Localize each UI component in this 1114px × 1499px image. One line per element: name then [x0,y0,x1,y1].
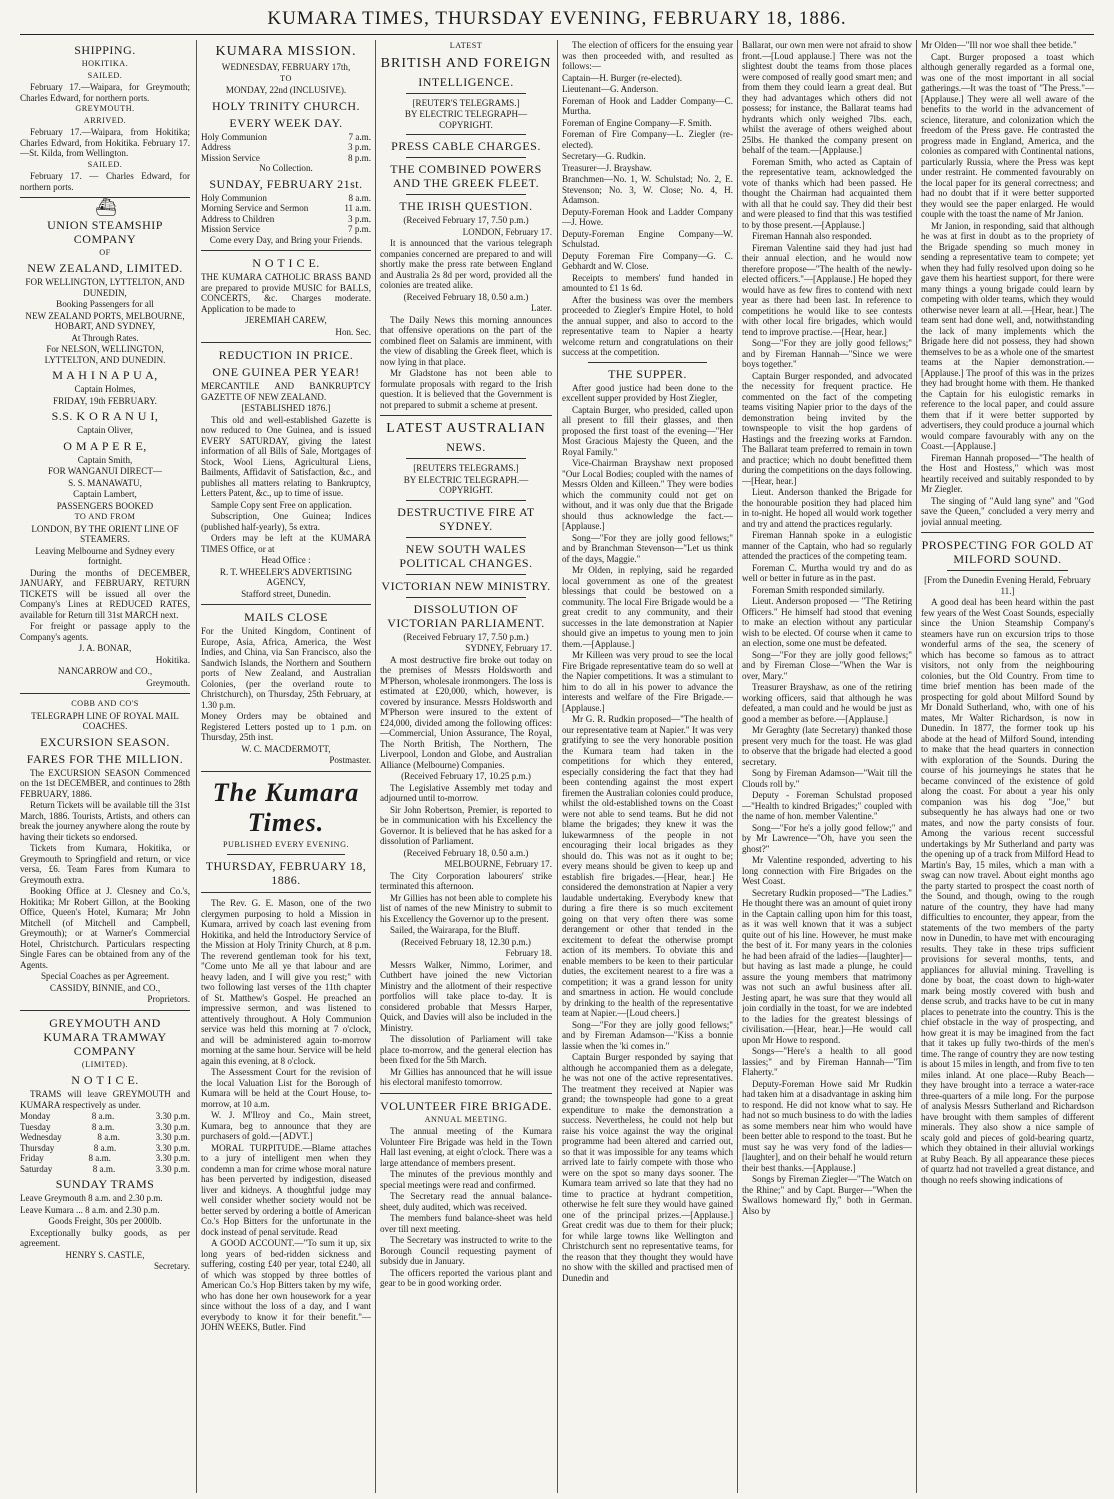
time: 8 a.m. [348,192,371,203]
column-rule [375,40,376,1493]
text: Special Coaches as per Agreement. [40,971,170,981]
time: 8 a.m. [91,1121,115,1132]
service-row [201,142,371,153]
officer: Foreman of Hook and Ladder Company—C. Murtha. [562,95,733,116]
heading-latest-australian: LATEST AUSTRALIAN [386,421,546,436]
separator [406,574,526,575]
heading-volunteer: VOLUNTEER FIRE BRIGADE. [380,1098,552,1113]
paragraph: Secretary Rudkin proposed—"The Ladies." He thought there was an amount of quiet irony in the Captain calling upon him for this toast, as it was well known that it was a subject quite out of his line. However, he must make the best of it. For many years in the colonies he had been afraid of the ladies—[laughter]—but having as last made a plunge, he could assure the young members that matrimony was not such an awful business after all. Jesting apart, he was sure that they would all join cordially in the toast, for we are indebted to the ladies for the greatest blessings of civilisation.—[Hear, hear.]—He would call upon Mr Howe to respond. [742,887,912,1045]
paragraph: Mr Janion, in responding, said that although he was at first in doubt as to the propriety of the Brigade spending so much money in sending a representative team to compete; yet when they had fully resolved upon doing so he gave them his heartiest support, for there were many things a young brigade could learn by competing with older teams, which they would otherwise never learn at all.—[Hear, hear.] The team sent had done well, and, notwithstanding the lack of many implements which the Brigade here did not possess, they had shown themselves to be as a whole one of the smartest teams at the Napier demonstration.—[Applause.] The proof of this was in the prizes they had brought home with them. He thanked the Captain for his eulogistic remarks in reference to the local paper, and could assure them that if it were better supported by advertisers, they could produce a journal which would compare favourably with any on the Coast.—[Applause.] [921,220,1094,451]
heading-shipping: SHIPPING. [74,43,136,57]
timetable-row [20,1111,190,1122]
heading-mission: KUMARA MISSION. [215,44,357,59]
paragraph: Deputy - Foreman Schulstad proposed—"Health to kindred Brigades;" coupled with the name of hon. member Valentine." [742,790,912,821]
service-row [201,193,371,204]
heading-tramway: GREYMOUTH AND KUMARA TRAMWAY COMPANY [43,1015,167,1058]
paragraph: Sample Copy sent Free on application. [211,499,352,510]
paragraph: THE KUMARA CATHOLIC BRASS BAND are prepared to provide MUSIC for BALLS, CONCERTS, &c. Charges moderate. Application to be made to [201,272,371,314]
paragraph: Song by Fireman Adamson—"Wait till the Clouds roll by." [742,768,912,789]
text: R. T. WHEELER'S ADVERTISING AGENCY, [219,566,353,587]
steamship-icon: ⛴ [95,198,115,217]
text: Leaving Melbourne and Sydney every fortnight. [35,545,175,566]
source-line: [From the Dunedin Evening Herald, February 11.] [924,575,1091,596]
paragraph: Tickets from Kumara, Hokitika, or Greymouth to Springfield and return, or vice versa, £6. Team Fares from Kumara to Greymouth extra. [20,843,190,885]
paragraph: Return Tickets will be available till the 31st March, 1886. Tourists, Artists, and others can break the journey anywhere along the route by having their tickets so endorsed. [20,800,190,842]
paragraph: Mr Valentine responded, adverting to his long connection with Fire Brigades on the West Coast. [742,855,912,886]
paragraph: After the business was over the members proceeded to Ziegler's Empire Hotel, to hold the annual supper, and also to accord to the representative team to Napier a hearty welcome return and congratulations on their success at the competition. [562,294,733,357]
text: PASSENGERS BOOKED [56,500,154,511]
separator [406,500,526,501]
text: Captain Smith, [77,454,133,465]
separator [201,250,371,251]
paragraph: The election of officers for the ensuing year was then proceeded with, and resulted as follows:— [562,40,733,71]
text: At Through Rates. [71,332,139,343]
paragraph: For the United Kingdom, Continent of Europe, Asia, Africa, America, the West Indies, and China, via San Francisco, also the Sandwich Islands, the Northern and Southern ports of New Zealand, and Australian Colonies, (per the overland route to Christchurch), on Thursday, 25th February, at 1.30 p.m. [201,626,371,710]
text: Captain Lambert, [73,489,137,499]
paragraph: Song—"For he's a jolly good fellow;" and by Mr Lawrence—"Oh, have you seen the ghost?" [742,822,912,854]
paragraph: Vice-Chairman Brayshaw next proposed "Our Local Bodies; coupled with the names of Messrs Olden and Killeen." They were bodies which the community could not get on without, and it was only due that the Brigade should thus acknowledge the fact.—[Applause.] [562,458,733,531]
text: CASSIDY, BINNIE, and CO., [49,982,161,993]
day: Friday [20,1153,44,1163]
heading-press-cable: PRESS CABLE CHARGES. [391,139,541,153]
time: 3.30 p.m. [155,1163,190,1174]
heading-notice: N O T I C E. [71,1073,139,1087]
text: TO AND FROM [74,512,136,521]
text: PUBLISHED EVERY EVENING. [222,839,350,849]
paragraph: Subscription, One Guinea; Indices (published half-yearly), 5s extra. [201,511,371,532]
paragraph: Lieut. Anderson proposed — "The Retiring Officers." He himself had stood that evening to make an election without any particular wish to be elected. Of course when it came to an election, some one must be defeated. [742,596,912,648]
agent-town: Hokitika. [155,654,190,665]
paragraph: Messrs Walker, Nimmo, Lorimer, and Cuthbert have joined the new Victorian Ministry and the allotment of their respective portfolios will take place to-day. It is considered probable that Messrs Harper, Quick, and Davies will also be included in the Ministry. [380,959,552,1033]
separator [201,892,371,893]
text: Goods Freight, 30s per 2000lb. [48,1216,162,1226]
text: FOR WANGANUI DIRECT— [47,466,162,476]
heading-church: HOLY TRINITY CHURCH. [211,98,361,113]
service-row [201,214,371,225]
paragraph: Treasurer Brayshaw, as one of the retiring working officers, said that although he was defeated, a man could and he would be just as good a member as before.—[Applause.] [742,682,912,724]
text: Captain Oliver, [77,425,133,435]
heading-sunday-trams: SUNDAY TRAMS [55,1177,155,1191]
text: Head Office : [261,555,311,565]
day: Wednesday [20,1132,62,1142]
officer: Deputy Foreman Fire Company—G. C. Gebhardt and W. Close. [562,250,733,271]
paragraph: The Secretary was instructed to write to the Borough Council requesting payment of subsidy due in January. [380,1235,552,1266]
time: 8 a.m. [92,1163,116,1174]
text: JEREMIAH CAREW, [245,315,327,325]
paragraph: The singing of "Auld lang syne" and "God save the Queen," concluded a very merry and jovial annual meeting. [921,495,1094,527]
time: 8 a.m. [88,1153,111,1163]
received: (Received February 17, 10.25 p.m.) [401,771,531,781]
heading-mercantile: MERCANTILE AND BANKRUPTCY GAZETTE OF NEW ZEALAND. [201,381,371,402]
heading-nsw: NEW SOUTH WALES POLITICAL CHANGES. [399,541,533,570]
text: [ESTABLISHED 1876.] [241,403,331,413]
paragraph: Song—"For they are jolly good fellows;" and by Fireman Adamson—"Kiss a bonnie lassie when the 'ki comes in." [562,1019,733,1051]
day: Monday [20,1111,51,1121]
text: BY ELECTRIC TELEGRAPH.—COPYRIGHT. [403,474,529,495]
paragraph: For freight or passage apply to the Company's agents. [20,621,190,642]
text: FRIDAY, 19th FEBRUARY. [53,395,157,406]
paragraph: Sailed, the Wairarapa, for the Bluff. [390,925,520,935]
column-mission [201,40,371,1499]
service: Address to Children [201,213,275,224]
paragraph: Mr Olden, in replying, said he regarded local government as one of the greatest blessings that could be bestowed on a community. The local Fire Brigade would be a great credit to any community, and their successes in the late demonstration at Napier should give an impetus to young men to join them.—[Applause.] [562,565,733,649]
paragraph: Songs—"Here's a health to all good lassies;" and by Fireman Hannah—"Tim Flaherty." [742,1046,912,1077]
paragraph: MORAL TURPITUDE.—Blame attaches to a jury of intelligent men when they condemn a man for crime whose moral nature has been perverted by indigestion, diseased liver and kidneys. A thoughtful judge may well consider whether society would not be better served by ordering a bottle of American Co.'s Hop Bitters for the unfortunate in the dock instead of penal servitude. Read [201,1142,371,1237]
text: LONDON, BY THE ORIENT LINE OF STEAMERS. [31,523,179,544]
ship-name: S.S. K O R A N U I, [51,409,159,423]
text: Proprietors. [147,994,190,1004]
paragraph: A good deal has been heard within the past few years of the West Coast Sounds, especially since the Union Steamship Company's steamers have run on excursion trips to those wonderful arms of the sea, the scenery of which has become so famous as to attract visitors, not only from the neighbouring colonies, but the Old Country. From time to time brief mention has been made of the prospecting for gold about Milford Sound by Mr Donald Sutherland, who, with one of his mates, Mr Walter Richardson, is now in Dunedin. In 1877, the former took up his abode at the head of Milford Sound, intending to make that the head quarters in connection with exploration of the Sounds. During the course of his journeyings he states that he became convinced of the existence of gold along the coast. For about a year his only companion was his dog "Joe," but subsequently he has always had one or two mates, and now the party consists of four. Among the various recent successful undertakings by Mr Sutherland and party was the opening up of a track from Milford Head to Martin's Bay, 15 miles, which a man with a swag can now travel. About eight months ago the party started to prospect the coast north of the Sound, and though, owing to the rough nature of the country, they have had many difficulties to encounter, they appear, from the statements of the two members of the party now in Dunedin, to have met with encouraging results. They take in these trips sufficient provisions for several months, tents, and appliances for alluvial mining. Travelling is done by boat, the coast down to high-water mark being mostly covered with bush and dense scrub, and tracks have to be cut in many places to penetrate into the country. This is the chief obstacle in the way of prospecting, and how great it is may be imagined from the fact that it takes up fully two-thirds of the men's time. The range of country they are now testing is about 15 miles in length, and from five to ten miles inland. At one place—Ruby Beach—they have brought into a terrace a water-race three-quarters of a mile long. For the purpose of analysis Messrs Sutherland and Richardson have brought with them samples of different minerals. They also show a nice sample of scaly gold and pieces of gold-bearing quartz, which they obtained in their alluvial workings at Ruby Beach. By all appearance these pieces of quartz had not travelled a great distance, and though no reefs showing indications of [921,597,1094,1185]
masthead-rule [20,34,1094,35]
text: OF [99,247,111,257]
paragraph: The Legislative Assembly met today and adjourned until to-morrow. [380,782,552,803]
paragraph: Foreman Smith responded similarly. [752,584,885,595]
separator [201,771,371,772]
text: COBB AND CO'S [71,699,139,708]
ship-name: M A H I N A P U A, [52,368,158,382]
time: 3 p.m. [348,213,371,224]
heading-prospecting: PROSPECTING FOR GOLD AT MILFORD SOUND. [921,538,1094,566]
paragraph: TRAMS will leave GREYMOUTH and KUMARA respectively as under. [20,1089,190,1110]
heading-dissolution: DISSOLUTION OF VICTORIAN PARLIAMENT. [387,601,545,630]
heading-irish: THE IRISH QUESTION. [399,199,533,213]
separator [20,1010,190,1011]
text: Exceptionally bulky goods, as per agreement. [20,1227,190,1248]
separator [201,604,371,605]
paragraph: After good justice had been done to the excellent supper provided by Host Ziegler, [562,382,733,403]
separator [588,362,707,363]
timetable-row [20,1143,190,1154]
time: 7 p.m. [348,224,371,234]
heading-combined: THE COMBINED POWERS AND THE GREEK FLEET. [390,162,542,190]
time: 3.30 p.m. [155,1132,190,1142]
time: 7 a.m. [348,131,371,142]
service: Mission Service [201,224,260,234]
text: FOR WELLINGTON, LYTTELTON, AND DUNEDIN, [25,277,185,298]
service-row [201,224,371,235]
heading-mails: MAILS CLOSE [244,610,328,624]
paragraph: Foreman C. Murtha would try and do as well or better in future as in the past. [742,562,912,583]
text: TO [280,73,292,83]
paragraph: Song—"For they are jolly good fellows;" and by Branchman Stevenson—"Let us think of the days, Maggie." [562,532,733,564]
time: 3.30 p.m. [155,1121,190,1132]
paragraph: Captain Burger responded, and advocated the necessity for frequent practice. He commented on the fact of the competing teams visiting Napier prior to the days of the demonstration being invited by the townspeople to visit the hop gardens of Hastings and the freezing works at Farndon. The Ballarat team preferred to remain in town and practice; which no doubt benefitted them during the competitions on the days following.—[Hear, hear.] [742,370,912,486]
separator [406,93,526,94]
officer: Treasurer—J. Brayshaw. [562,162,652,173]
paragraph: Captain Burger responded by saying that although he accompanied them as a delegate, he was not one of the active representatives. The treatment they received at Napier was grand; the townspeople had gone to a great expenditure to make the demonstration a success. Nevertheless, he could not help but raise his voice against the way the original programme had been altered and carried out, so that it was impossible for any teams which arrived late to fairly compete with those who were on the spot so many days sooner. The Kumara team arrived so late that they had no time to practice at hydrant competition, otherwise he felt sure they would have gained one of the principal prizes.—[Applause.] Great credit was due to them for their pluck; for while large towns like Wellington and Christchurch sent no representative teams, for the reason that they thought they would have no show with the skilled and practised men of Dunedin and [562,1052,733,1283]
heading-destructive-fire: DESTRUCTIVE FIRE AT SYDNEY. [397,504,535,533]
paragraph: During the months of DECEMBER, JANUARY, and FEBRUARY, RETURN TICKETS will be issued all over the Company's Lines at REDUCED RATES, available for Return till 31st MARCH next. [20,567,190,620]
service-row [201,132,371,143]
officer: Deputy-Foreman Engine Company—W. Schulstad. [562,228,733,249]
time: 3 p.m. [348,142,371,152]
paragraph: W. J. M'Ilroy and Co., Main street, Kumara, beg to announce that they are purchasers of gold.—[ADVT.] [201,1110,371,1141]
agent: J. A. BONAR, [78,643,132,653]
text: Stafford street, Dunedin. [241,588,331,599]
paragraph: Mr Olden—"Ill nor woe shall thee betide." [921,40,1077,50]
text: [REUTER'S TELEGRAMS.] [412,97,520,108]
separator [947,570,1068,571]
text: (LIMITED). [81,1059,129,1069]
text: No Collection. [259,163,313,173]
heading-british-foreign: BRITISH AND FOREIGN [380,55,552,71]
text: Hon. Sec. [335,326,371,337]
heading-victorian: VICTORIAN NEW MINISTRY. [381,578,551,593]
subhead-sunday: SUNDAY, FEBRUARY 21st. [209,176,363,191]
paragraph: Captain Burger, who presided, called upon all present to fill their glasses, and then proposed the first toast of the evening—"Her Most Gracious Majesty the Queen, and the Royal Family." [562,404,733,457]
text: Booking Passengers for all [56,299,154,309]
masthead: KUMARA TIMES, THURSDAY EVENING, FEBRUARY 18, 1886. [267,8,847,29]
paper-title: The Kumara Times. [212,777,360,837]
heading-usc-2: NEW ZEALAND, LIMITED. [27,261,183,275]
paragraph: Mr Killeen was very proud to see the local Fire Brigade representative team do so well at the Napier competitions. It was a stimulant to him to do all in his power to advance the interests and welfare of the Fire Brigade.—[Applause.] [562,650,733,713]
paragraph: The City Corporation labourers' strike terminated this afternoon. [380,870,552,891]
dateline: SYDNEY, February 17. [465,643,552,653]
heading-supper: THE SUPPER. [608,366,687,381]
paragraph: February 17.—Waipara, from Hokitika; Charles Edward, from Hokitika. February 17.—St. Kilda, from Wellington. [20,127,190,158]
paragraph: The EXCURSION SEASON Commenced on the 1st DECEMBER, and continues to 28th FEBRUARY, 1886. [20,767,190,799]
paragraph: Booking Office at J. Clesney and Co.'s, Hokitika; Mr Robert Gillon, at the Booking Office, Queen's Hotel, Kumara; Mr John Mitchell (of Mitchell and Campbell, Greymouth); or at Warner's Commercial Hotel, Christchurch. Particulars respecting Single Fares can be obtained from any of the Agents. [20,886,190,970]
timetable-row [20,1164,190,1175]
separator [406,134,526,135]
dateline: Later. [531,303,552,313]
service: Address [201,142,231,152]
paragraph: A GOOD ACCOUNT.—"To sum it up, six long years of bed-ridden sickness and suffering, costing £40 per year, total £240, all of which was stopped by three bottles of American Co.'s Hop Bitters taken by my wife, who has done her own housework for a year since without the loss of a day, and I want everybody to know it for their benefit."—JOHN WEEKS, Butler. Find [201,1238,371,1332]
paragraph: Song—"For they are jolly good fellows;" and by Fireman Close—"When the War is over, Mary." [742,649,912,681]
paragraph: Foreman Smith, who acted as Captain of the representative team, acknowledged the vote of thanks which had been passed. He thought the Chairman had acquainted them with all that he could say. They did their best and were pleased to find that this was testified to by those present.—[Applause.] [742,156,912,230]
subhead-hokitika: HOKITIKA. [81,59,129,68]
paragraph: Sir John Robertson, Premier, is reported to be in communication with his Excellency the Governor. It is believed that he has asked for a dissolution of Parliament. [380,804,552,846]
heading-telegraph: TELEGRAPH LINE OF ROYAL MAIL COACHES. [31,710,179,731]
text: Secretary. [153,1261,190,1271]
agent-town: Greymouth. [146,677,190,688]
paragraph: This old and well-established Gazette is now reduced to One Guinea, and is issued EVERY SATURDAY, giving the latest information of all Bills of Sale, Mortgages of Stock, Wool Liens, Agricultural Liens, Bailments, Affidavit of Satisfaction, &c., and publishes all matters relating to Bankruptcy, Letters Patent, &c., up to time of issue. [201,414,371,498]
paragraph: The minutes of the previous monthly and special meetings were read and confirmed. [380,1169,552,1190]
paragraph: February 17.—Waipara, for Greymouth; Charles Edward, for northern ports. [20,82,190,103]
separator [406,537,526,538]
issue-date: THURSDAY, FEBRUARY 18, 1886. [205,859,367,887]
subhead-sailed: SAILED. [87,70,123,80]
paragraph: The dissolution of Parliament will take place to-morrow, and the general election has been fixed for the 5th March. [380,1034,552,1065]
day: Tuesday [20,1121,51,1132]
text: Postmaster. [329,755,371,765]
separator [20,693,190,694]
service: Holy Communion [201,131,267,142]
text: BY ELECTRIC TELEGRAPH—COPYRIGHT. [404,109,528,130]
separator [380,415,552,416]
officer: Lieutenant—G. Anderson. [562,84,659,94]
separator [406,458,526,459]
tram-timetable [20,1111,190,1174]
paragraph: Fireman Hannah also responded. [752,231,872,241]
column-prospecting [921,40,1094,1499]
separator [406,194,526,195]
received: (Received February 18, 0.50 a.m.) [403,291,529,302]
service: Morning Service and Sermon [201,203,309,213]
text: Leave Kumara ... 8 a.m. and 2.30 p.m. [20,1204,160,1215]
paragraph: Mr Gillies has not been able to complete his list of names of the new Ministry to submit to his Excellency the Governor up to the present. [380,892,552,924]
column-rule [737,40,738,1493]
text: [REUTERS TELEGRAMS.] [413,463,519,473]
time: 3.30 p.m. [155,1111,190,1121]
column-rule [557,40,558,1493]
text: For NELSON, WELLINGTON, LYTTELTON, AND DUNEDIN. [44,344,166,365]
paragraph: Song—"For they are jolly good fellows;" and by Fireman Hannah—"Since we were boys together." [742,338,912,369]
paragraph: The Secretary read the annual balance-sheet, duly audited, which was received. [380,1191,552,1212]
paragraph: Deputy-Foreman Howe said Mr Rudkin had taken him at a disadvantage in asking him to respond. He did not know what to say. He had not so much business to do with the ladies as some members near him who would have been better able to respond to the toast. But he must say he was very fond of the ladies—[laughter], and on their behalf he would return their best thanks.—[Applause.] [742,1078,912,1173]
column-fire-brigade [562,40,733,1499]
paragraph: Songs by Fireman Ziegler—"The Watch on the Rhine;" and by Capt. Burger—"When the Swallows homeward fly," both in German. Also by [742,1174,912,1216]
paragraph: Orders may be left at the KUMARA TIMES Office, or at [201,533,371,554]
column-rule [196,40,197,1493]
day: Thursday [20,1142,55,1153]
paragraph: February 17. — Charles Edward, for northern ports. [20,171,190,192]
time: 8 a.m. [93,1142,117,1153]
column-toasts [742,40,912,1499]
heading-fares: FARES FOR THE MILLION. [26,751,184,766]
time: 8 a.m. [97,1132,120,1142]
separator [201,342,371,343]
service-row [201,153,371,164]
text: Come every Day, and Bring your Friends. [209,234,363,245]
service: Mission Service [201,152,260,163]
separator [227,854,345,855]
text: MONDAY, 22nd (INCLUSIVE). [225,85,347,95]
heading-intelligence: INTELLIGENCE. [418,74,514,89]
column-rule [916,40,917,1493]
paragraph: The officers reported the various plant and gear to be in good working order. [380,1267,552,1288]
officer: Foreman of Engine Company—F. Smith. [562,117,712,128]
separator [406,157,526,158]
heading-usc: UNION STEAMSHIP COMPANY [47,217,163,246]
officer: Secretary—G. Rudkin. [562,151,646,161]
text: LATEST [449,41,483,50]
officer: Deputy-Foreman Hook and Ladder Company—J. Howe. [562,206,733,227]
officer: Foreman of Fire Company—L. Ziegler (re-elected). [562,129,733,150]
text: Leave Greymouth 8 a.m. and 2.30 p.m. [20,1193,163,1203]
paragraph: The Daily News this morning announces that offensive operations on the part of the combined fleet on Salamis are imminent, with the view of disabling the Greek fleet, which is now lying in that place. [380,314,552,367]
heading-guinea: ONE GUINEA PER YEAR! [212,365,360,379]
paragraph: Fireman Valentine said they had just had their annual election, and he would now therefore propose—"The health of the newly-elected officers."—[Applause.] He hoped they would have as few fires to contend with next year as there had been last. In reference to competitions he would like to see contests with other local fire brigades, which would tend to improve practise.—[Hear, hear.] [742,242,912,337]
paragraph: Mr Gillies has announced that he will issue his electoral manifesto tomorrow. [380,1066,552,1087]
paragraph: Fireman Hannah proposed—"The health of the Host and Hostess," which was most heartily received and suitably responded to by Mr Ziegler. [921,452,1094,494]
service: Holy Communion [201,192,267,203]
column-shipping [20,40,190,1499]
subhead-greymouth: GREYMOUTH. [75,104,135,113]
subhead-sailed: SAILED. [87,159,123,169]
paragraph: Mr Geraghty (late Secretary) thanked those present very much for the toast. He was glad to observe that the brigade had elected a good secretary. [742,725,912,767]
text: WEDNESDAY, FEBRUARY 17th, [221,62,351,72]
received: (Received February 17, 7.50 p.m.) [403,631,529,642]
timetable-row [20,1153,190,1164]
officer: Captain—H. Burger (re-elected). [562,72,683,83]
time: 3.30 p.m. [155,1153,190,1163]
received: (Received February 17, 7.50 p.m.) [403,215,529,225]
paragraph: Ballarat, our own men were not afraid to show front.—[Loud applause.] There was not the slightest doubt the teams from those places were composed of really good smart men; and from them they could learn a great deal. But they had advantages which others did not possess; for instance, the Ballarat teams had hydrants which only weighed 7lbs. each, whilst the average of others weighed about 25lbs. He thanked the company present on behalf of the team.—[Applause.] [742,40,912,155]
subhead-arrived: ARRIVED. [83,115,127,125]
timetable-row [20,1122,190,1133]
text: Captain Holmes, [74,384,136,394]
officer: Branchmen—No. 1, W. Schulstad; No. 2, E. Stevenson; No. 3, W. Close; No. 4, H. Adamson. [562,174,733,205]
received: (Received February 18, 12.30 p.m.) [401,936,531,947]
separator [406,597,526,598]
column-telegrams [380,40,552,1499]
ship-name: O M A P E R E, [63,438,147,453]
dateline: February 18. [505,948,552,958]
paragraph: Capt. Burger proposed a toast which although generally regarded as a formal one, was one of the most important in all social gatherings.—It was the toast of "The Press."—[Applause.] They were all well aware of the benefits to the world in the advancement of science, literature, and colonization which the freedom of the Press gave. He contrasted the progress made in England, America, and the colonies as compared with Continental nations, particularly Russia, where the Press was kept under restraint. He commented favourably on the local paper for its general correctness; and had no doubt that if it were better supported they would see the paper enlarged. He would couple with the toast the name of Mr Janion. [921,51,1094,219]
time: 8 p.m. [348,152,371,163]
paragraph: A most destructive fire broke out today on the premises of Messrs Holdsworth and M'Pherson, wholesale ironmongers. The loss is estimated at £20,000, which, however, is covered by insurance. Messrs Holdsworth and M'Pherson were insured to the extent of £24,000, divided among the following offices:—Commercial, Union Assurance, The Royal, The North British, The Northern, The Liverpool, London and Globe, and Australian Alliance (Melbourne) Companies. [380,654,552,770]
text: W. C. MACDERMOTT, [241,743,331,754]
text: HENRY S. CASTLE, [65,1249,145,1260]
time: 11 a.m. [344,203,371,213]
text: NEW ZEALAND PORTS, MELBOURNE, HOBART, AND SYDNEY, [25,310,185,331]
subhead-annual: ANNUAL MEETING. [424,1114,508,1124]
paragraph: Fireman Hannah spoke in a eulogistic manner of the Captain, who had so regularly attended the practices of the competing team. [742,530,912,561]
dateline: MELBOURNE, February 17. [444,859,552,869]
dateline: LONDON, February 17. [462,226,552,237]
separator [921,532,1094,533]
paragraph: Mr Gladstone has not been able to formulate proposals with regard to the Irish question. It is believed that the Government is not prepared to submit a scheme at present. [380,368,552,410]
timetable-row [20,1132,190,1143]
paragraph: It is announced that the various telegraph companies concerned are prepared to and will shortly make the press rate between England and Australia 2s 8d per word, provided all the colonies are treated alike. [380,238,552,290]
day: Saturday [20,1163,53,1174]
paragraph: The Assessment Court for the revision of the local Valuation List for the Borough of Kumara will be held at the Court House, to-morrow, at 10 a.m. [201,1067,371,1109]
paragraph: The Rev. G. E. Mason, one of the two clergymen purposing to hold a Mission in Kumara, arrived by coach last evening from Hokitika, and held the Introductory Service of the Mission at Holy Trinity Church, at 8 p.m. The reverend gentleman took for his text, "Come unto Me all ye that labour and are heavy laden, and I will give you rest;" with two following last verses of the 11th chapter of St. Matthew's Gospel. He preached an impressive sermon, and was listened to attentively throughout. A Holy Communion service was held this morning at 7 o'clock, and will be administered again to-morrow morning at the same hour. Service will be held again this evening, at 8 o'clock. [201,898,371,1066]
text: S. S. MANAWATU, [68,477,142,488]
paragraph: The members fund balance-sheet was held over till next meeting. [380,1213,552,1234]
subhead-weekday: EVERY WEEK DAY. [229,115,343,130]
heading-notice: N O T I C E. [252,256,320,270]
heading-news: NEWS. [446,440,486,454]
paragraph: Receipts to members' fund handed in amounted to £1 1s 6d. [562,272,733,293]
paragraph: Money Orders may be obtained and Registered Letters posted up to 1 p.m. on Thursday, 25th inst. [201,711,371,742]
paragraph: Mr G. R. Rudkin proposed—"The health of our representative team at Napier." It was very gratifying to see the very honorable position the Kumara team had taken in the competitions for which they entered, especially considering the fact that they had been contending against the most expert firemen the Australian colonies could produce, whilst the old-established towns on the Coast were not able to send teams. But he did not blame the brigades; they knew it was the lukewarmness of the people in not encouraging their local brigades as they should do. This was not as it ought to be; every means should be given to keep up and establish fire brigades.—[Hear, hear.] He considered the demonstration at Napier a very laudable undertaking. Everybody knew that during a fire there is so much excitement going on that very often there was some derangement or other that tended in the excitement to defeat the otherwise prompt action of its members. To obviate this and enable members to be keen to their particular duties, the excitement nearest to a fire was a competition; it was a grand lesson for unity and smartness in action. He would conclude by drinking to the health of the representative team at Napier.—[Loud cheers.] [562,714,733,1018]
heading-reduction: REDUCTION IN PRICE. [218,348,354,362]
time: 3.30 p.m. [155,1142,190,1153]
paragraph: Lieut. Anderson thanked the Brigade for the honourable position they had placed him in to-night. He hoped all would work together and try and attend the practices regularly. [742,487,912,529]
separator [380,1093,552,1094]
received: (Received February 18, 0.50 a.m.) [403,847,529,858]
heading-excursion: EXCURSION SEASON. [40,734,170,749]
agent: NANCARROW and CO., [57,666,153,676]
paragraph: The annual meeting of the Kumara Volunteer Fire Brigade was held in the Town Hall last evening, at eight o'clock. There was a large attendance of members present. [380,1126,552,1168]
service-row [201,203,371,214]
time: 8 a.m. [91,1111,115,1121]
